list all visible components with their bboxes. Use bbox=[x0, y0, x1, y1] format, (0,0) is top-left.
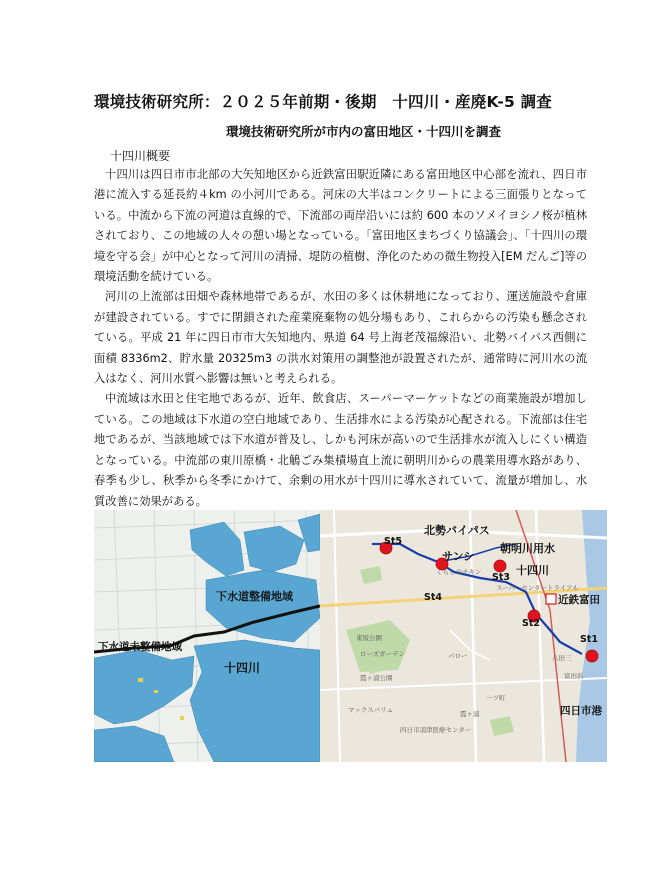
place-label: スーパーセンタートライアル bbox=[496, 584, 579, 592]
place-label: 東坂公園 bbox=[356, 634, 382, 642]
sampling-station-map bbox=[320, 510, 607, 762]
station-label: St3 bbox=[492, 572, 510, 583]
station-label: St4 bbox=[424, 592, 442, 603]
map-label-served: 下水道整備地域 bbox=[216, 590, 293, 603]
place-label: 八田三 bbox=[552, 654, 572, 662]
section-heading: 十四川概要 bbox=[110, 149, 171, 163]
place-label: パロー bbox=[448, 652, 468, 660]
place-label: 霞ヶ浦公園 bbox=[360, 674, 393, 682]
train-station-icon bbox=[546, 594, 556, 604]
station-label: St5 bbox=[384, 536, 402, 547]
place-label: マックスバリュ bbox=[348, 706, 393, 714]
map-label-river: 十四川 bbox=[224, 661, 261, 675]
place-label: 一ツ町 bbox=[486, 694, 506, 702]
sewer-coverage-map bbox=[94, 510, 320, 762]
map-label-canal: 朝明川用水 bbox=[500, 542, 555, 555]
document-title: 環境技術研究所：２０２５年前期・後期 十四川・産廃K-5 調査 bbox=[94, 93, 552, 111]
station-label: St2 bbox=[522, 618, 540, 629]
place-label: くらしのチキン bbox=[436, 568, 482, 576]
document-subtitle: 環境技術研究所が市内の富田地区・十四川を調査 bbox=[226, 124, 502, 139]
map-label-unserved: 下水道未整備地域 bbox=[98, 641, 182, 653]
map-label-port: 四日市港 bbox=[560, 705, 602, 717]
map-label-bypass: 北勢バイパス bbox=[424, 524, 490, 537]
map-label-station: 近鉄富田 bbox=[558, 594, 600, 606]
paragraph: 十四川は四日市市北部の大矢知地区から近鉄富田駅近隣にある富田地区中心部を流れ、四日市港に流入する延長約４km の小河川である。河床の大半はコンクリートによる三面張りとなっている。中流から下流の河道は直線的で、下流部の両岸沿いには約 600 本のソメイヨシノ桜が植林されており、この地域の人々の憩い場となっている。「富田地区まちづくり協議会」、「十四川の環境を守る会」が中心となって河川の清掃、堤防の植樹、浄化のための微生物投入[EM だんご]等の環境活動を続けている。 bbox=[94, 168, 587, 284]
station-label: St1 bbox=[580, 634, 598, 645]
place-label: 霞ヶ浦 bbox=[460, 710, 480, 718]
paragraph: 河川の上流部は田畑や森林地帯であるが、水田の多くは休耕地になっており、運送施設や倉庫が建設されている。すでに閉鎖された産業廃棄物の処分場もあり、これらからの汚染も懸念されている。平成 21 年に四日市市大矢知地内、県道 64 号上海老茂福線沿い、北勢バイパス西側に面積 8336m2、貯水量 20325m3 の洪水対策用の調整池が設置されたが、通常時に河川水の流入はなく、河川水質へ影響は無いと考えられる。 bbox=[94, 290, 587, 386]
place-label: ローズガーデン bbox=[360, 650, 406, 658]
body-text bbox=[94, 165, 587, 512]
map-label-sunshine: サンシ bbox=[442, 550, 475, 563]
place-label: 富田浜 bbox=[564, 672, 584, 680]
place-label: 四日市羽津医療センター bbox=[400, 726, 472, 734]
map-label-river: 十四川 bbox=[516, 564, 549, 577]
paragraph: 中流域は水田と住宅地であるが、近年、飲食店、スーパーマーケットなどの商業施設が増加している。この地域は下水道の空白地域であり、生活排水による汚染が心配される。下流部は住宅地であるが、当該地域では下水道が普及し、しかも河床が高いので生活排水が流入しにくい構造となっている。中流部の東川原橋・北鵤ごみ集積場直上流に朝明川からの農業用導水路があり、春季も少し、秋季から冬季にかけて、余剰の用水が十四川に導水されていて、流量が増加し、水質改善に効果がある。 bbox=[94, 392, 587, 508]
